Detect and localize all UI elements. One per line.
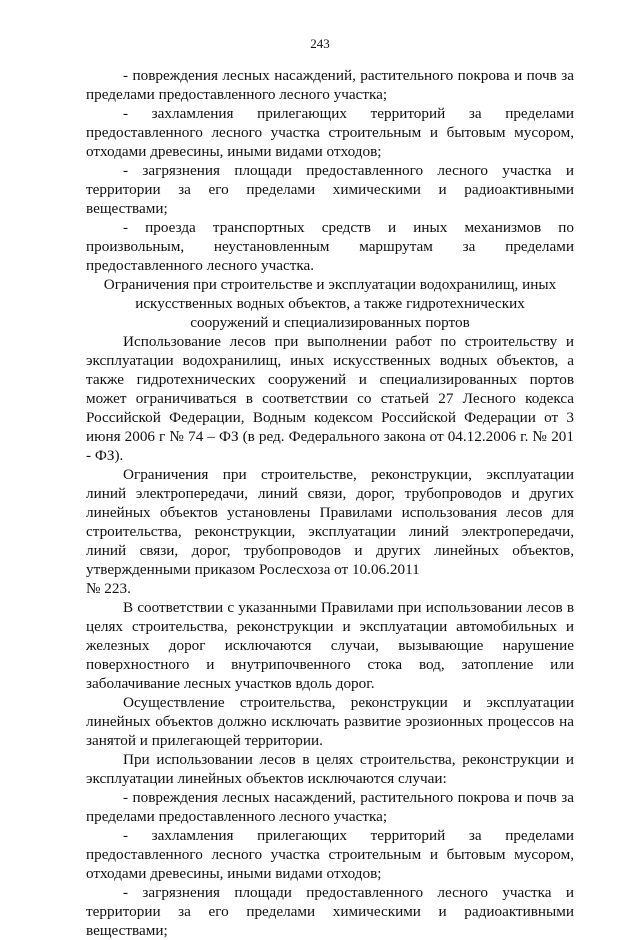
paragraph: - проезда транспортных средств и иных механизмов по произвольным, неустановленным маршрутам за пределами предоставленного лесного участка. xyxy=(86,219,574,274)
paragraph: В соответствии с указанными Правилами при использовании лесов в целях строительства, реконструкции и эксплуатации автомобильных и железных дорог исключаются случаи, вызывающие нарушение поверхностного и внутрипочвенного стока вод, затопление или заболачивание лесных участков вдоль дорог. xyxy=(86,599,574,692)
document-body xyxy=(86,66,574,940)
paragraph: № 223. xyxy=(86,580,131,597)
section-heading: Ограничения при строительстве и эксплуатации водохранилищ, иных искусственных водных объектов, а также гидротехнических сооружений и специализированных портов xyxy=(103,276,557,331)
paragraph: - загрязнения площади предоставленного лесного участка и территории за его пределами химическими и радиоактивными веществами; xyxy=(86,162,574,217)
paragraph: Использование лесов при выполнении работ по строительству и эксплуатации водохранилищ, иных искусственных водных объектов, а также гидротехнических сооружений и специализированных портов может ограничиваться в соответствии со статьей 27 Лесного кодекса Российской Федерации, Водным кодексом Российской Федерации от 3 июня 2006 г № 74 – ФЗ (в ред. Федерального закона от 04.12.2006 г. № 201 - ФЗ). xyxy=(86,333,574,464)
paragraph: При использовании лесов в целях строительства, реконструкции и эксплуатации линейных объектов исключаются случаи: xyxy=(86,751,574,787)
paragraph: - повреждения лесных насаждений, растительного покрова и почв за пределами предоставленного лесного участка; xyxy=(86,789,574,825)
paragraph: Ограничения при строительстве, реконструкции, эксплуатации линий электропередачи, линий связи, дорог, трубопроводов и других линейных объектов установлены Правилами использования лесов для строительства, реконструкции, эксплуатации линий электропередачи, линий связи, дорог, трубопроводов и других линейных объектов, утвержденными приказом Рослесхоза от 10.06.2011 xyxy=(86,466,574,578)
paragraph: - загрязнения площади предоставленного лесного участка и территории за его пределами химическими и радиоактивными веществами; xyxy=(86,884,574,939)
paragraph: - повреждения лесных насаждений, растительного покрова и почв за пределами предоставленного лесного участка; xyxy=(86,67,574,103)
page-number: 243 xyxy=(310,36,330,51)
paragraph: - захламления прилегающих территорий за пределами предоставленного лесного участка строительным и бытовым мусором, отходами древесины, иными видами отходов; xyxy=(86,827,574,882)
paragraph: - захламления прилегающих территорий за пределами предоставленного лесного участка строительным и бытовым мусором, отходами древесины, иными видами отходов; xyxy=(86,105,574,160)
paragraph: Осуществление строительства, реконструкции и эксплуатации линейных объектов должно исключать развитие эрозионных процессов на занятой и прилегающей территории. xyxy=(86,694,574,749)
